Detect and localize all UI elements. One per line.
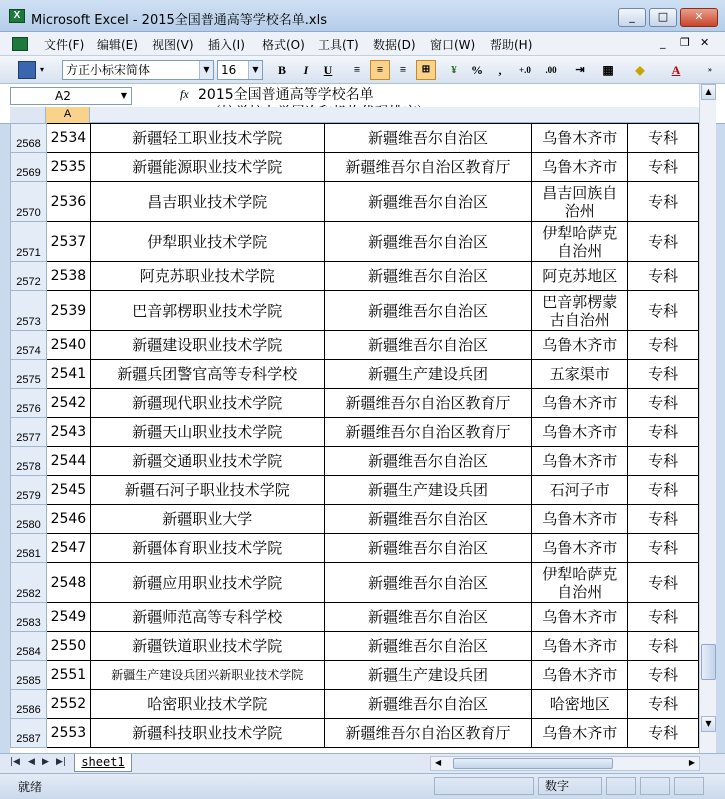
align-left-icon[interactable]: ≡: [353, 64, 361, 76]
cell-department[interactable]: 新疆生产建设兵团: [324, 360, 532, 389]
menu-bar: [0, 32, 725, 56]
cell-level[interactable]: 专科: [628, 563, 699, 603]
sheet-tab-bar: [0, 753, 725, 773]
cell-location[interactable]: 乌鲁木齐市: [532, 534, 628, 563]
cell-department[interactable]: 新疆生产建设兵团: [324, 476, 532, 505]
menu-insert[interactable]: 插入(I): [208, 38, 245, 52]
cell-school-name[interactable]: 新疆石河子职业技术学院: [90, 476, 324, 505]
cell-department[interactable]: 新疆维吾尔自治区: [324, 222, 532, 262]
cell-number[interactable]: 2541: [46, 360, 90, 389]
cell-location[interactable]: 阿克苏地区: [532, 262, 628, 291]
vertical-scrollbar[interactable]: [699, 84, 716, 753]
excel-app-icon[interactable]: X: [9, 9, 25, 23]
table-row[interactable]: [11, 534, 699, 563]
cell-number[interactable]: 2539: [46, 291, 90, 331]
row-header[interactable]: 2583: [11, 603, 47, 632]
menu-file[interactable]: 文件(F): [44, 38, 85, 52]
cell-department[interactable]: 新疆生产建设兵团: [324, 661, 532, 690]
cell-department[interactable]: 新疆维吾尔自治区: [324, 632, 532, 661]
row-header[interactable]: 2577: [11, 418, 47, 447]
cell-school-name[interactable]: 新疆职业大学: [90, 505, 324, 534]
merge-center-icon[interactable]: ⊞: [416, 60, 436, 80]
cell-school-name[interactable]: 新疆天山职业技术学院: [90, 418, 324, 447]
doc-minimize-icon[interactable]: _: [660, 36, 666, 49]
chevron-down-icon[interactable]: ▼: [248, 61, 262, 79]
row-header[interactable]: 2574: [11, 331, 47, 360]
cell-number[interactable]: 2553: [46, 719, 90, 748]
maximize-button[interactable]: □: [649, 8, 677, 27]
toolbar-overflow-chevron-icon[interactable]: »: [708, 65, 712, 74]
cell-level[interactable]: 专科: [628, 534, 699, 563]
scroll-right-icon[interactable]: ▶: [688, 758, 695, 767]
table-row[interactable]: [11, 505, 699, 534]
cell-number[interactable]: 2547: [46, 534, 90, 563]
cell-location[interactable]: 乌鲁木齐市: [532, 632, 628, 661]
cell-school-name[interactable]: 新疆能源职业技术学院: [90, 153, 324, 182]
cell-location[interactable]: 乌鲁木齐市: [532, 418, 628, 447]
menu-view[interactable]: 视图(V): [152, 38, 194, 52]
cell-level[interactable]: 专科: [628, 262, 699, 291]
cell-number[interactable]: 2550: [46, 632, 90, 661]
row-header[interactable]: 2570: [11, 182, 47, 222]
status-panel-empty: [674, 777, 704, 795]
menu-edit[interactable]: 编辑(E): [97, 38, 138, 52]
table-row[interactable]: [11, 719, 699, 748]
cell-number[interactable]: 2543: [46, 418, 90, 447]
status-bar: [0, 773, 725, 799]
column-header-a[interactable]: A: [46, 107, 90, 123]
decrease-decimal-button[interactable]: .00: [545, 65, 557, 75]
borders-icon[interactable]: ▦: [602, 63, 614, 77]
cell-school-name[interactable]: 新疆师范高等专科学校: [90, 603, 324, 632]
data-table: [10, 123, 699, 748]
fill-color-icon[interactable]: ◆: [635, 63, 645, 77]
table-row[interactable]: [11, 447, 699, 476]
cell-school-name[interactable]: 巴音郭楞职业技术学院: [90, 291, 324, 331]
menu-format[interactable]: 格式(O): [262, 38, 305, 52]
table-row[interactable]: [11, 291, 699, 331]
cell-school-name[interactable]: 新疆生产建设兵团兴新职业技术学院: [90, 661, 324, 690]
row-header[interactable]: 2586: [11, 690, 47, 719]
cell-location[interactable]: 伊犁哈萨克自治州: [532, 222, 628, 262]
cell-department[interactable]: 新疆维吾尔自治区: [324, 563, 532, 603]
doc-restore-icon[interactable]: ❐: [680, 36, 690, 49]
status-ready: 就绪: [18, 780, 43, 794]
table-row[interactable]: [11, 124, 699, 153]
cell-number[interactable]: 2540: [46, 331, 90, 360]
cell-level[interactable]: 专科: [628, 447, 699, 476]
scroll-left-icon[interactable]: ◀: [435, 758, 442, 767]
row-header[interactable]: 2572: [11, 262, 47, 291]
table-row[interactable]: [11, 389, 699, 418]
row-header[interactable]: 2580: [11, 505, 47, 534]
table-row[interactable]: [11, 476, 699, 505]
cell-number[interactable]: 2551: [46, 661, 90, 690]
cell-school-name[interactable]: 新疆铁道职业技术学院: [90, 632, 324, 661]
table-row[interactable]: [11, 603, 699, 632]
cell-level[interactable]: 专科: [628, 153, 699, 182]
cell-number[interactable]: 2544: [46, 447, 90, 476]
font-name-select[interactable]: [62, 60, 214, 80]
doc-close-icon[interactable]: ✕: [700, 36, 710, 49]
cell-department[interactable]: 新疆维吾尔自治区: [324, 262, 532, 291]
sheet-tab[interactable]: sheet1: [74, 754, 132, 772]
save-icon[interactable]: [18, 61, 36, 79]
table-row[interactable]: [11, 360, 699, 389]
cell-location[interactable]: 乌鲁木齐市: [532, 505, 628, 534]
row-header[interactable]: 2585: [11, 661, 47, 690]
cell-number[interactable]: 2535: [46, 153, 90, 182]
row-header[interactable]: 2573: [11, 291, 47, 331]
cell-school-name[interactable]: 阿克苏职业技术学院: [90, 262, 324, 291]
cell-school-name[interactable]: 新疆交通职业技术学院: [90, 447, 324, 476]
cell-number[interactable]: 2536: [46, 182, 90, 222]
cell-department[interactable]: 新疆维吾尔自治区: [324, 182, 532, 222]
cell-department[interactable]: 新疆维吾尔自治区: [324, 505, 532, 534]
row-header[interactable]: 2582: [11, 563, 47, 603]
cell-school-name[interactable]: 新疆现代职业技术学院: [90, 389, 324, 418]
cell-school-name[interactable]: 新疆轻工职业技术学院: [90, 124, 324, 153]
status-panel-empty: [434, 777, 534, 795]
table-row[interactable]: [11, 418, 699, 447]
cell-number[interactable]: 2552: [46, 690, 90, 719]
cell-number[interactable]: 2534: [46, 124, 90, 153]
align-center-icon[interactable]: ≡: [370, 60, 390, 80]
cell-location[interactable]: 乌鲁木齐市: [532, 719, 628, 748]
cell-school-name[interactable]: 新疆应用职业技术学院: [90, 563, 324, 603]
cell-location[interactable]: 乌鲁木齐市: [532, 447, 628, 476]
cell-location[interactable]: 乌鲁木齐市: [532, 153, 628, 182]
last-sheet-icon[interactable]: ▶|: [56, 757, 66, 767]
table-row[interactable]: [11, 331, 699, 360]
cell-location[interactable]: 哈密地区: [532, 690, 628, 719]
bold-button[interactable]: B: [277, 63, 286, 77]
row-header[interactable]: 2581: [11, 534, 47, 563]
cell-level[interactable]: 专科: [628, 690, 699, 719]
currency-icon[interactable]: ¥: [451, 64, 457, 76]
horizontal-scrollbar[interactable]: [430, 756, 700, 771]
formatting-toolbar: [0, 56, 725, 84]
increase-decimal-button[interactable]: +.0: [519, 65, 531, 75]
scroll-down-icon[interactable]: ▼: [701, 716, 716, 732]
table-row[interactable]: [11, 632, 699, 661]
select-all-corner[interactable]: [10, 107, 46, 123]
underline-button[interactable]: U: [323, 63, 333, 77]
row-header[interactable]: 2579: [11, 476, 47, 505]
cell-number[interactable]: 2537: [46, 222, 90, 262]
cell-location[interactable]: 伊犁哈萨克自治州: [532, 563, 628, 603]
cell-department[interactable]: 新疆维吾尔自治区教育厅: [324, 153, 532, 182]
table-row[interactable]: [11, 563, 699, 603]
cell-department[interactable]: 新疆维吾尔自治区: [324, 331, 532, 360]
cell-location[interactable]: 昌吉回族自治州: [532, 182, 628, 222]
row-header[interactable]: 2576: [11, 389, 47, 418]
cell-number[interactable]: 2542: [46, 389, 90, 418]
menu-window[interactable]: 窗口(W): [430, 38, 476, 52]
cell-level[interactable]: 专科: [628, 632, 699, 661]
toolbar-options-chevron-icon[interactable]: ▾: [40, 65, 45, 74]
chevron-down-icon[interactable]: ▼: [120, 91, 127, 100]
cell-location[interactable]: 乌鲁木齐市: [532, 389, 628, 418]
cell-number[interactable]: 2545: [46, 476, 90, 505]
menu-help[interactable]: 帮助(H): [490, 38, 533, 52]
cell-level[interactable]: 专科: [628, 222, 699, 262]
name-box[interactable]: [10, 87, 132, 105]
horizontal-scroll-thumb[interactable]: [453, 758, 613, 769]
cell-number[interactable]: 2548: [46, 563, 90, 603]
scroll-up-icon[interactable]: ▲: [701, 84, 716, 100]
cell-level[interactable]: 专科: [628, 603, 699, 632]
row-header[interactable]: 2584: [11, 632, 47, 661]
cell-location[interactable]: 乌鲁木齐市: [532, 331, 628, 360]
status-panel-empty: [640, 777, 670, 795]
font-size-select[interactable]: [217, 60, 263, 80]
table-row[interactable]: [11, 182, 699, 222]
cell-location[interactable]: 乌鲁木齐市: [532, 603, 628, 632]
row-header[interactable]: 2587: [11, 719, 47, 748]
cell-location[interactable]: 石河子市: [532, 476, 628, 505]
row-header[interactable]: 2575: [11, 360, 47, 389]
status-num-lock: 数字: [538, 777, 602, 795]
table-row[interactable]: [11, 661, 699, 690]
workbook-icon[interactable]: [12, 37, 28, 51]
formula-content[interactable]: 2015全国普通高等学校名单: [198, 87, 374, 103]
cell-department[interactable]: 新疆维吾尔自治区: [324, 124, 532, 153]
cell-school-name[interactable]: 昌吉职业技术学院: [90, 182, 324, 222]
cell-level[interactable]: 专科: [628, 719, 699, 748]
row-header[interactable]: 2571: [11, 222, 47, 262]
cell-location[interactable]: 五家渠市: [532, 360, 628, 389]
cell-department[interactable]: 新疆维吾尔自治区: [324, 690, 532, 719]
table-row[interactable]: [11, 690, 699, 719]
cell-level[interactable]: 专科: [628, 418, 699, 447]
cell-school-name[interactable]: 新疆建设职业技术学院: [90, 331, 324, 360]
cell-location[interactable]: 乌鲁木齐市: [532, 661, 628, 690]
cell-level[interactable]: 专科: [628, 331, 699, 360]
cell-location[interactable]: 乌鲁木齐市: [532, 124, 628, 153]
cell-level[interactable]: 专科: [628, 291, 699, 331]
chevron-down-icon[interactable]: ▼: [199, 61, 213, 79]
minimize-button[interactable]: _: [618, 8, 646, 27]
cell-level[interactable]: 专科: [628, 476, 699, 505]
name-box-value: A2: [55, 89, 71, 103]
column-header-bar: [10, 107, 699, 123]
cell-number[interactable]: 2546: [46, 505, 90, 534]
cell-level[interactable]: 专科: [628, 661, 699, 690]
cell-school-name[interactable]: 新疆兵团警官高等专科学校: [90, 360, 324, 389]
close-button[interactable]: ✕: [680, 8, 718, 27]
status-panel-empty: [606, 777, 636, 795]
table-row[interactable]: [11, 262, 699, 291]
vertical-scroll-thumb[interactable]: [701, 644, 716, 680]
cell-department[interactable]: 新疆维吾尔自治区教育厅: [324, 389, 532, 418]
cell-number[interactable]: 2549: [46, 603, 90, 632]
indent-icon[interactable]: ⇥: [575, 64, 585, 76]
cell-level[interactable]: 专科: [628, 360, 699, 389]
font-name-value: 方正小标宋简体: [66, 63, 151, 77]
window-title: Microsoft Excel - 2015全国普通高等学校名单.xls: [31, 13, 327, 28]
row-header[interactable]: 2569: [11, 153, 47, 182]
italic-button[interactable]: I: [303, 63, 309, 77]
cell-department[interactable]: 新疆维吾尔自治区教育厅: [324, 719, 532, 748]
title-bar: [0, 0, 725, 32]
row-header[interactable]: 2568: [11, 124, 47, 153]
table-row[interactable]: [11, 153, 699, 182]
align-right-icon[interactable]: ≡: [399, 64, 407, 76]
worksheet-grid[interactable]: [10, 107, 699, 753]
next-sheet-icon[interactable]: ▶: [42, 757, 49, 767]
cell-level[interactable]: 专科: [628, 389, 699, 418]
cell-school-name[interactable]: 新疆科技职业技术学院: [90, 719, 324, 748]
cell-location[interactable]: 巴音郭楞蒙古自治州: [532, 291, 628, 331]
cell-department[interactable]: 新疆维吾尔自治区教育厅: [324, 418, 532, 447]
cell-number[interactable]: 2538: [46, 262, 90, 291]
comma-button[interactable]: ,: [498, 63, 502, 77]
table-row[interactable]: [11, 222, 699, 262]
cell-level[interactable]: 专科: [628, 124, 699, 153]
cell-department[interactable]: 新疆维吾尔自治区: [324, 447, 532, 476]
cell-school-name[interactable]: 哈密职业技术学院: [90, 690, 324, 719]
cell-department[interactable]: 新疆维吾尔自治区: [324, 291, 532, 331]
percent-button[interactable]: %: [471, 63, 483, 77]
cell-department[interactable]: 新疆维吾尔自治区: [324, 603, 532, 632]
first-sheet-icon[interactable]: |◀: [10, 757, 20, 767]
prev-sheet-icon[interactable]: ◀: [28, 757, 35, 767]
font-size-value: 16: [221, 63, 237, 77]
cell-level[interactable]: 专科: [628, 182, 699, 222]
menu-data[interactable]: 数据(D): [373, 38, 416, 52]
cell-level[interactable]: 专科: [628, 505, 699, 534]
cell-department[interactable]: 新疆维吾尔自治区: [324, 534, 532, 563]
row-header[interactable]: 2578: [11, 447, 47, 476]
insert-function-icon[interactable]: fx: [180, 87, 189, 101]
cell-school-name[interactable]: 新疆体育职业技术学院: [90, 534, 324, 563]
cell-school-name[interactable]: 伊犁职业技术学院: [90, 222, 324, 262]
menu-tools[interactable]: 工具(T): [318, 38, 359, 52]
font-color-button[interactable]: A: [671, 63, 681, 77]
